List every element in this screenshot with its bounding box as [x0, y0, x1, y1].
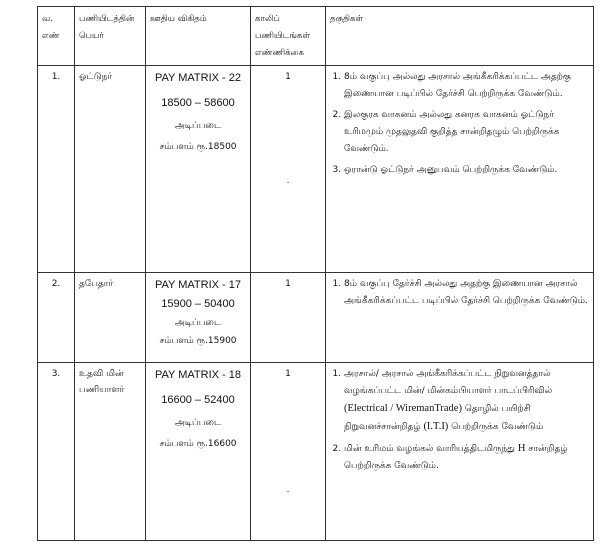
stray-dot: . [286, 485, 290, 495]
row-vacancies [251, 363, 326, 541]
row-qualifications [326, 363, 594, 541]
row-post-name: ஓட்டுநர் [75, 66, 146, 273]
header-vac-line3: எண்ணிக்கை [255, 48, 305, 58]
qualification-item: 1. 8ம் வகுப்பு தேர்ச்சி அல்லது அதற்கு இணையான அரசால் அங்கீகரிக்கப்பட்ட படிப்பில் தேர்ச்சி பெற்றிருக்க வேண்டும். [344, 276, 589, 310]
pay-matrix: PAY MATRIX - 17 [155, 279, 241, 291]
qualification-item: 2. இலகுரக வாகனம் அல்லது கனரக வாகனம் ஓட்டுநர் உரிமமும் முதலுதவி குறித்த சான்றிதழும் பெற்றிருக்க வேண்டும். [344, 107, 589, 158]
pay-range: 15900 – 50400 [161, 298, 235, 310]
header-vac-line1: காலிப் [255, 14, 280, 24]
qual-trade: (Electrical / WiremanTrade) [344, 403, 462, 414]
row-post-name: தபேதார் [75, 273, 146, 363]
qualification-list [330, 69, 589, 179]
stray-dot: . [286, 176, 290, 186]
row-vacancies [251, 66, 326, 273]
qual-text: சான்றிதழ் பெற்றிருக்க வேண்டும். [344, 444, 568, 471]
post-line1: உதவி மின் [79, 369, 124, 379]
row-qualifications [326, 66, 594, 273]
qual-text: மின் உரிமம் வழங்கல் வாரியத்திடமிருந்து [344, 444, 515, 454]
table-row [38, 363, 594, 541]
table-row [38, 66, 594, 273]
header-qual-label: தகுதிகள் [330, 14, 364, 24]
pay-matrix: PAY MATRIX - 22 [155, 72, 241, 84]
row-serial-no: 2. [38, 273, 75, 363]
vacancy-count: 1 [285, 72, 291, 82]
qual-iti: (I.T.I) [423, 421, 449, 432]
pay-range: 18500 – 58600 [161, 97, 235, 109]
header-pay-label: ஊதிய விகிதம் [150, 14, 207, 24]
row-vacancies: 1 [251, 273, 326, 363]
pay-basic-value: சம்பளம் ரூ.16600 [159, 439, 237, 449]
row-pay-scale [146, 273, 251, 363]
qual-h: H [517, 443, 526, 454]
header-no-line2: எண் [42, 31, 60, 41]
pay-matrix: PAY MATRIX - 18 [155, 369, 241, 381]
header-no-line1: வ. [42, 14, 53, 24]
pay-range: 16600 – 52400 [161, 394, 235, 406]
row-post-name [75, 363, 146, 541]
qual-text: அரசால்/ அரசால் அங்கீகரிக்கப்பட்ட நிறுவனத்தால் வழங்கப்பட்ட மின்/ மின்கம்பியாளர் பாடப்பிரிவில் [344, 369, 553, 396]
row-pay-scale [146, 66, 251, 273]
pay-basic-value: சம்பளம் ரூ.18500 [159, 142, 237, 152]
pay-basic-label: அடிப்படை [174, 318, 222, 328]
row-serial-no: 3. [38, 363, 75, 541]
header-post-line2: பெயர் [79, 31, 104, 41]
header-row [38, 7, 594, 66]
header-pay-scale [146, 7, 251, 66]
qualification-item: 3. ஒரான்டு ஓட்டுநர் அனுபவம் பெற்றிருக்க வேண்டும். [344, 162, 589, 179]
qualification-item [344, 440, 589, 475]
pay-basic-label: அடிப்படை [174, 418, 222, 428]
pay-basic-value: சம்பளம் ரூ.15900 [159, 336, 237, 346]
qualification-item [344, 366, 589, 436]
header-qualifications [326, 7, 594, 66]
post-line2: பணியாளர் [79, 385, 125, 395]
row-qualifications [326, 273, 594, 363]
table-row [38, 273, 594, 363]
header-post-name [75, 7, 146, 66]
row-pay-scale [146, 363, 251, 541]
header-vacancies [251, 7, 326, 66]
qualification-item: 1. 8ம் வகுப்பு அல்லது அரசால் அங்கீகரிக்கப்பட்ட அதற்கு இணையான படிப்பில் தேர்ச்சி பெற்றிருக்க வேண்டும். [344, 69, 589, 103]
recruitment-table [37, 6, 594, 541]
qualification-list [330, 366, 589, 475]
header-vac-line2: பணியிடங்கள் [255, 31, 311, 41]
qual-text: பெற்றிருக்க வேண்டும் [451, 422, 544, 432]
header-post-line1: பணியிடத்தின் [79, 14, 135, 24]
pay-basic-label: அடிப்படை [174, 121, 222, 131]
vacancy-count: 1 [285, 369, 291, 379]
qualification-list [330, 276, 589, 310]
qual-text: தொழில் பயிற்சி நிறுவனச்சான்றிதழ் [344, 404, 531, 432]
row-serial-no: 1. [38, 66, 75, 273]
header-serial-no [38, 7, 75, 66]
